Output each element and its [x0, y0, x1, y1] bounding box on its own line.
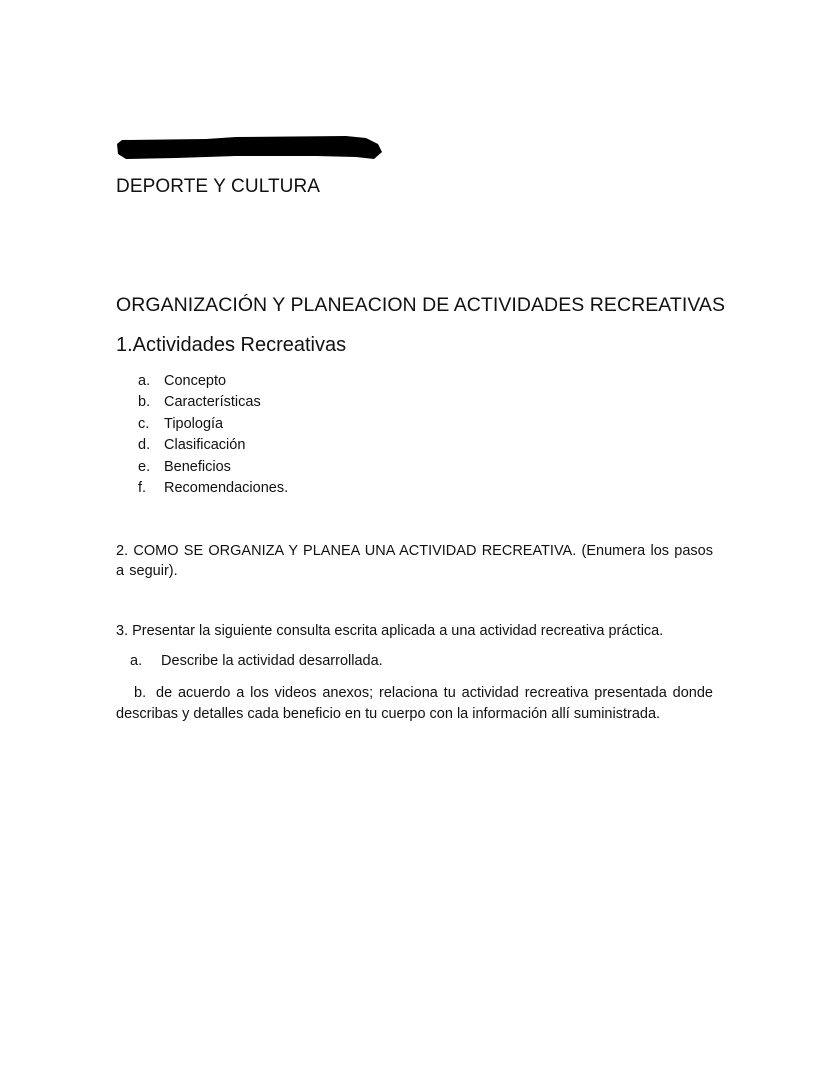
- list-item-label: Describe la actividad desarrollada.: [161, 653, 383, 669]
- list-item-label: Concepto: [164, 373, 227, 389]
- section3-item-b: [116, 683, 713, 725]
- list-item-label: Características: [164, 394, 261, 411]
- list-item: [138, 371, 288, 392]
- list-marker: b.: [134, 685, 147, 701]
- redaction-mark: [116, 134, 384, 158]
- list-item: [138, 414, 288, 435]
- list-item-label: de acuerdo a los videos anexos; relaciona tu actividad recreativa presentada donde describas y detalles cada beneficio en tu cuerpo con la información allí suministrada.: [116, 685, 713, 722]
- redaction-scribble-icon: [116, 134, 384, 160]
- section1-list: [138, 371, 288, 499]
- section2-question: 2. COMO SE ORGANIZA Y PLANEA UNA ACTIVIDAD RECREATIVA. (Enumera los pasos a seguir).: [116, 543, 713, 579]
- section3-question: 3. Presentar la siguiente consulta escrita aplicada a una actividad recreativa práctica.: [116, 623, 664, 639]
- department-heading: DEPORTE Y CULTURA: [116, 176, 321, 197]
- list-item-label: Tipología: [164, 415, 224, 432]
- list-item-label: Clasificación: [164, 437, 246, 454]
- main-title: ORGANIZACIÓN Y PLANEACION DE ACTIVIDADES RECREATIVAS: [116, 294, 726, 316]
- list-item: [138, 478, 288, 499]
- section1-title: 1.Actividades Recreativas: [116, 334, 347, 356]
- list-marker: e.: [138, 458, 151, 475]
- section3-item-a: [130, 653, 383, 669]
- list-item-label: Recomendaciones.: [164, 479, 289, 496]
- list-item-label: Beneficios: [164, 458, 231, 475]
- list-item: [138, 435, 288, 456]
- list-marker: d.: [138, 437, 151, 454]
- list-marker: a.: [138, 373, 151, 389]
- list-marker: f.: [138, 479, 147, 496]
- list-marker: c.: [138, 415, 150, 432]
- list-item: [138, 392, 288, 413]
- list-item: [138, 457, 288, 478]
- list-marker: b.: [138, 394, 151, 411]
- list-marker: a.: [130, 653, 143, 669]
